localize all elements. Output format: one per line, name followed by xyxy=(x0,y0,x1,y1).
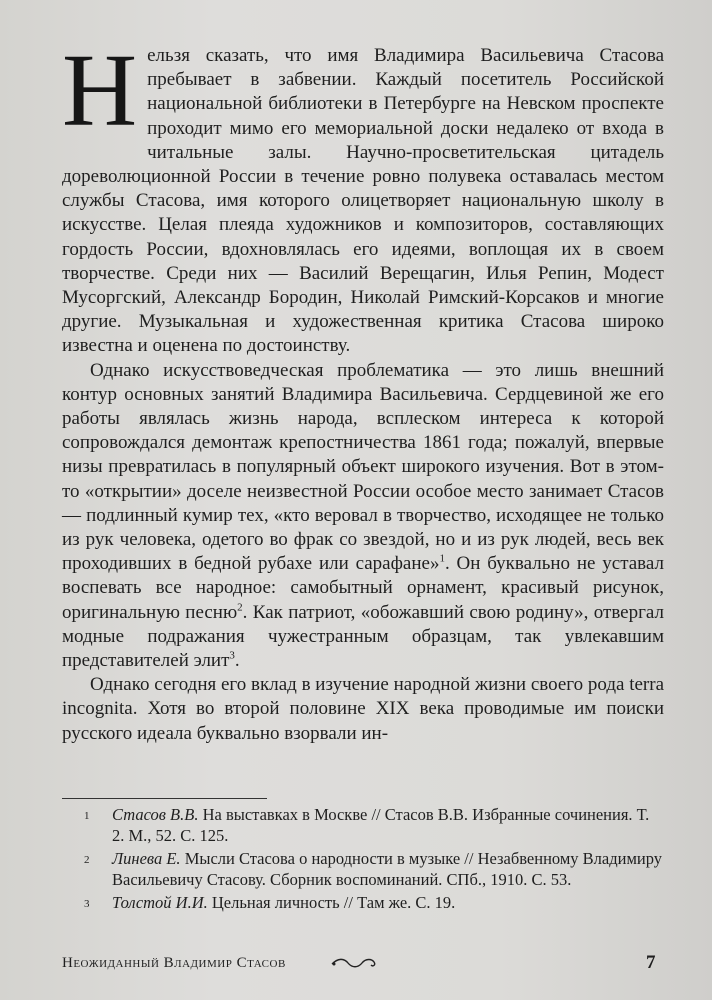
footnote-author: Толстой И.И. xyxy=(112,893,208,912)
footnote-3 xyxy=(62,893,664,915)
drop-cap: Н xyxy=(62,33,138,148)
paragraph-3-text: Однако сегодня его вклад в изучение народной жизни своего рода terra incognita. Хотя во второй половине XIX века проводимые им поиски русского идеала буквально взорвали ин- xyxy=(62,674,664,744)
footnote-author: Стасов В.В. xyxy=(112,805,199,824)
footnote-ref-1[interactable]: 1 xyxy=(439,552,445,565)
paragraph-2-text-d: . xyxy=(234,650,240,672)
paragraph-2-text-c: . Как патриот, «обожавший свою родину», отвергал модные подражания чужестранным образцам, так увлекавшим представителей элит xyxy=(62,601,664,672)
paragraph-1 xyxy=(62,33,664,359)
footnotes xyxy=(62,805,664,918)
footnote-2 xyxy=(62,849,664,890)
page-number: 7 xyxy=(646,952,656,973)
main-text xyxy=(62,33,664,746)
footnote-body: Цельная личность // Там же. С. 19. xyxy=(207,893,456,912)
footnote-1 xyxy=(62,805,664,846)
flourish-ornament-icon xyxy=(330,956,380,970)
running-title: Неожиданный Владимир Стасов xyxy=(62,955,286,971)
footnote-ref-3[interactable]: 3 xyxy=(229,649,235,662)
footnote-number: 2 xyxy=(84,854,90,866)
footnote-text xyxy=(112,805,664,846)
paragraph-1-text: ельзя сказать, что имя Владимира Васильевича Стасова пребывает в забвении. Каждый посетитель Российской национальной библиотеки в Петербурге на Невском проспекте проходит мимо его мемориальной доски недалеко от входа в читальные залы. Научно-просветительская цитадель дореволюционной России в течение ровно полувека оставалась местом службы Стасова, имя которого олицетворяет национальную школу в искусстве. Целая плеяда художников и композиторов, составляющих гордость России, вдохновлялась его идеями, воплощая их в своем творчестве. Среди них — Василий Верещагин, Илья Репин, Модест Мусоргский, Александр Бородин, Николай Римский-Корсаков и многие другие. Музыкальная и художественная критика Стасова широко известна и оценена по достоинству. xyxy=(62,45,664,357)
paragraph-2-text-a: Однако искусствоведческая проблематика — это лишь внешний контур основных занятий Владимира Васильевича. Сердцевиной же его работы являлась жизнь народа, всплеском интереса к которой сопровождался демонтаж крепостничества 1861 года; пожалуй, впервые низы превратилась в популярный объект широкого изучения. Вот в этом-то «открытии» доселе неизвестной России особое место занимает Стасов — подлинный кумир тех, «кто веровал в творчество, исходящее не только из рук человека, одетого во фрак со звездой, но и из рук людей, весь век проходивших в бедной рубахе или сарафане» xyxy=(62,359,664,575)
footnote-author: Линева Е. xyxy=(112,849,181,868)
footnote-text xyxy=(112,849,664,890)
paragraph-3 xyxy=(62,673,664,746)
footnote-ref-2[interactable]: 2 xyxy=(237,601,243,614)
footnote-number: 1 xyxy=(84,810,90,822)
footnote-divider xyxy=(62,798,267,799)
footnote-body: На выставках в Москве // Стасов В.В. Избранные сочинения. Т. 2. М., 52. С. 125. xyxy=(112,805,650,845)
paragraph-2-text-b: . Он буквально не уставал воспевать все народное: самобытный орнамент, красивый рисунок, оригинальную песню xyxy=(62,553,664,623)
footnote-body: Мысли Стасова о народности в музыке // Незабвенному Владимиру Васильевичу Стасову. Сборник воспоминаний. СПб., 1910. С. 53. xyxy=(112,849,663,889)
footnote-text xyxy=(112,893,664,915)
paragraph-2 xyxy=(62,359,664,674)
footnote-number: 3 xyxy=(84,898,90,910)
